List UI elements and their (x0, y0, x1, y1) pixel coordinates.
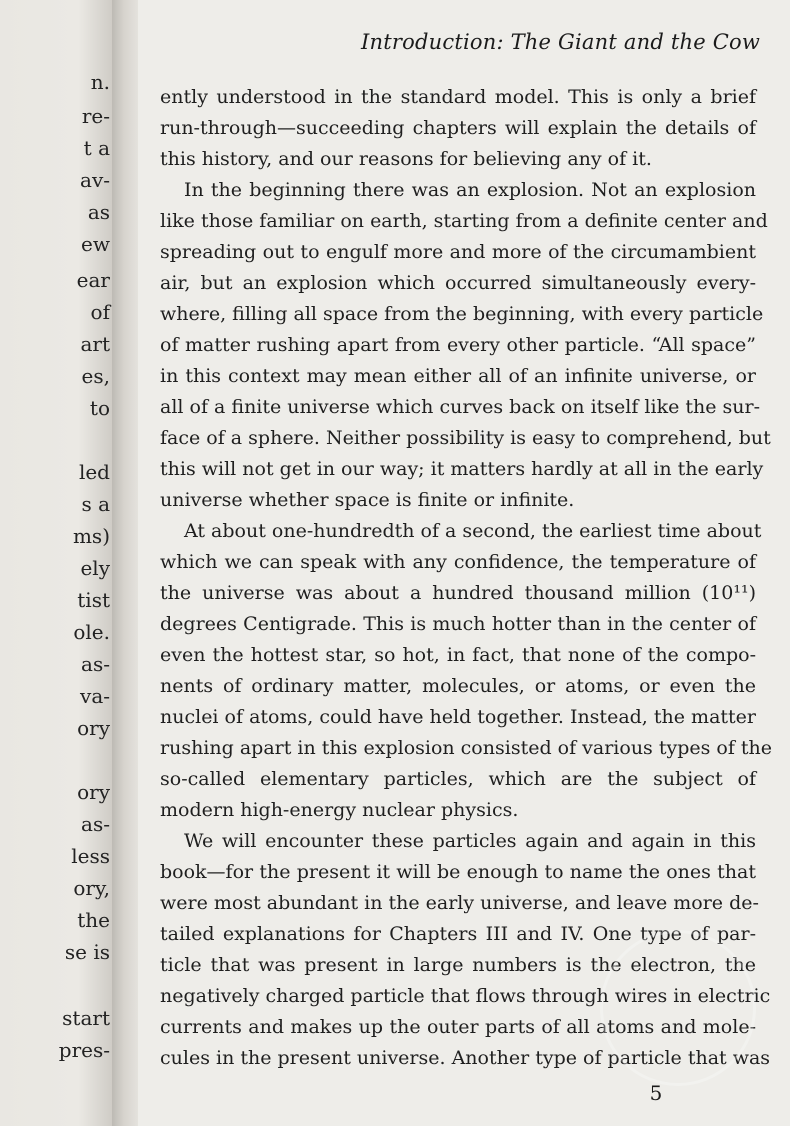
left-page-fragment: va- (80, 684, 110, 708)
left-page-fragment: se is (64, 940, 110, 964)
left-page-fragment: tist (77, 588, 110, 612)
text-line: air, but an explosion which occurred simultaneously every- (160, 272, 756, 294)
text-line: this will not get in our way; it matters hardly at all in the early (160, 458, 764, 480)
left-page-fragment: less (71, 844, 110, 868)
text-line: nents of ordinary matter, molecules, or atoms, or even the (160, 675, 756, 697)
text-line: We will encounter these particles again and again in this (184, 830, 756, 852)
text-line: tailed explanations for Chapters III and IV. One type of par- (160, 923, 756, 945)
text-line: face of a sphere. Neither possibility is easy to comprehend, but (160, 427, 771, 449)
text-line: degrees Centigrade. This is much hotter than in the center of (160, 613, 756, 635)
watermark-seal-icon (600, 930, 756, 1086)
left-page-fragment: start (62, 1006, 110, 1030)
left-page-fragment: the (77, 908, 110, 932)
text-line: In the beginning there was an explosion. Not an explosion (184, 179, 756, 201)
paragraph (160, 175, 771, 516)
left-page-fragment: ms) (72, 524, 110, 548)
text-line: ently understood in the standard model. This is only a brief (160, 86, 756, 108)
paragraph (160, 82, 756, 175)
text-line: book—for the present it will be enough to name the ones that (160, 861, 756, 883)
text-line: modern high-energy nuclear physics. (160, 799, 519, 821)
body-text (160, 82, 773, 1074)
left-page-fragment: ole. (73, 620, 110, 644)
left-page-fragment: ory, (73, 876, 110, 900)
left-page-fragment: re- (81, 104, 110, 128)
text-line: where, filling all space from the beginning, with every particle (160, 303, 764, 325)
book-gutter (112, 0, 138, 1126)
left-page-fragment: to (89, 396, 110, 420)
page-number: 5 (649, 1081, 663, 1105)
text-line: nuclei of atoms, could have held together. Instead, the matter (160, 706, 756, 728)
text-line: were most abundant in the early universe, and leave more de- (160, 892, 759, 914)
left-page-fragment: es, (81, 364, 110, 388)
left-page-fragment: of (90, 300, 110, 324)
text-line: this history, and our reasons for believing any of it. (160, 148, 652, 170)
left-page-fragment: ely (80, 556, 110, 580)
left-page-fragment: s a (81, 492, 110, 516)
text-line: like those familiar on earth, starting from a definite center and (160, 210, 768, 232)
text-line: all of a finite universe which curves back on itself like the sur- (160, 396, 761, 418)
text-line: At about one-hundredth of a second, the earliest time about (184, 520, 762, 542)
paragraph (160, 516, 773, 826)
text-line: the universe was about a hundred thousand million (10¹¹) (160, 582, 756, 604)
text-line: in this context may mean either all of an infinite universe, or (160, 365, 756, 387)
text-line: universe whether space is finite or infinite. (160, 489, 575, 511)
text-line: cules in the present universe. Another type of particle that was (160, 1047, 771, 1069)
left-page-fragment: ear (76, 268, 110, 292)
left-page-fragment: as (87, 200, 110, 224)
left-page-fragment: pres- (58, 1038, 110, 1062)
text-line: spreading out to engulf more and more of the circumambient (160, 241, 756, 263)
text-line: so-called elementary particles, which are the subject of (160, 768, 756, 790)
left-page-fragment: av- (80, 168, 110, 192)
text-line: currents and makes up the outer parts of all atoms and mole- (160, 1016, 756, 1038)
left-page-fragment: led (78, 460, 110, 484)
text-line: run-through—succeeding chapters will explain the details of (160, 117, 756, 139)
text-line: even the hottest star, so hot, in fact, that none of the compo- (160, 644, 756, 666)
text-line: negatively charged particle that flows through wires in electric (160, 985, 771, 1007)
left-page-fragment: n. (90, 70, 110, 94)
left-page-fragment: t a (83, 136, 110, 160)
text-line: ticle that was present in large numbers is the electron, the (160, 954, 756, 976)
running-head: Introduction: The Giant and the Cow (361, 30, 760, 54)
left-page-fragment: ory (77, 780, 110, 804)
text-line: which we can speak with any confidence, the temperature of (160, 551, 756, 573)
left-page-fragment: as- (81, 652, 110, 676)
left-page-fragment: ory (77, 716, 110, 740)
left-page-fragment: ew (81, 232, 110, 256)
left-page-fragment: as- (81, 812, 110, 836)
left-page-fragment: art (80, 332, 110, 356)
text-line: rushing apart in this explosion consisted of various types of the (160, 737, 773, 759)
text-line: of matter rushing apart from every other particle. “All space” (160, 334, 756, 356)
